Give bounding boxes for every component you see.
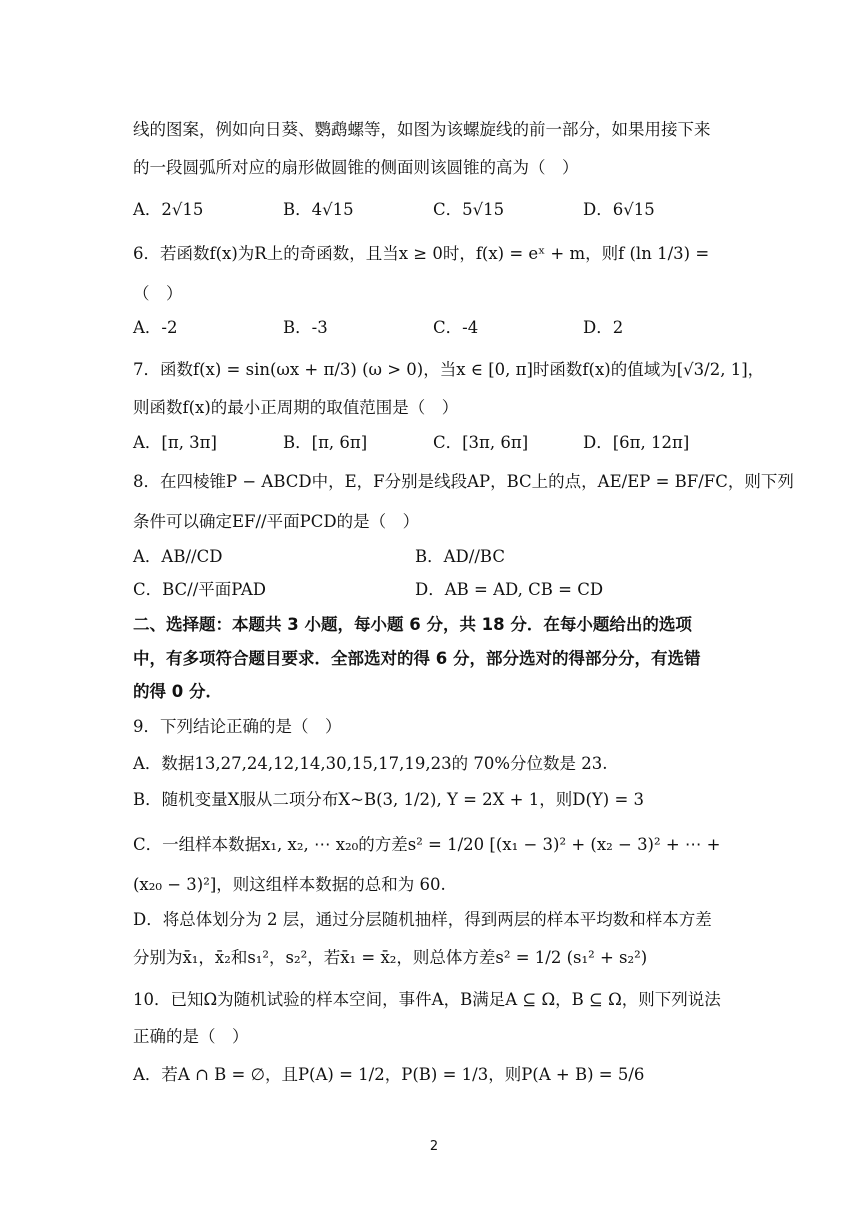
q7-stem-line-2: 则函数f(x)的最小正周期的取值范围是（ ） [133, 398, 459, 417]
q10-stem-line-1: 10．已知Ω为随机试验的样本空间，事件A，B满足A ⊆ Ω，B ⊆ Ω，则下列说法 [133, 990, 721, 1009]
q9-option-c-line-2: (x₂₀ − 3)²]，则这组样本数据的总和为 60. [133, 875, 446, 894]
q9-stem: 9．下列结论正确的是（ ） [133, 717, 342, 736]
q7-option-a: A．[π, 3π] [133, 433, 217, 452]
q8-option-a: A．AB//CD [133, 547, 223, 566]
q8-option-c: C．BC//平面PAD [133, 580, 267, 599]
q5-option-d: D．6√15 [583, 200, 655, 219]
q7-option-b: B．[π, 6π] [283, 433, 368, 452]
q9-option-a: A．数据13,27,24,12,14,30,15,17,19,23的 70%分位数是 23. [133, 754, 608, 773]
q7-stem-line-1: 7．函数f(x) = sin(ωx + π/3) (ω > 0)，当x ∈ [0, π]时函数f(x)的值域为[√3/2, 1]， [133, 360, 765, 379]
section-2-heading-line-2: 中，有多项符合题目要求．全部选对的得 6 分，部分选对的得部分分，有选错 [133, 649, 701, 668]
q8-options-row-2 [133, 578, 768, 602]
q7-option-d: D．[6π, 12π] [583, 433, 690, 452]
q6-option-b: B．-3 [283, 318, 328, 337]
q6-option-c: C．-4 [433, 318, 479, 337]
q6-option-d: D．2 [583, 318, 624, 337]
q6-options [133, 316, 768, 340]
q5-stem-line-1: 线的图案，例如向日葵、鹦鹉螺等，如图为该螺旋线的前一部分，如果用接下来 [133, 120, 711, 139]
q9-option-b: B．随机变量X服从二项分布X~B(3, 1/2), Y = 2X + 1，则D(Y) = 3 [133, 790, 645, 809]
q8-stem-line-1: 8．在四棱锥P − ABCD中，E，F分别是线段AP，BC上的点，AE/EP = BF/FC，则下列 [133, 472, 794, 491]
q10-option-a: A．若A ∩ B = ∅，且P(A) = 1/2，P(B) = 1/3，则P(A + B) = 5/6 [133, 1065, 645, 1084]
q10-stem-line-2: 正确的是（ ） [133, 1027, 249, 1046]
q5-option-b: B．4√15 [283, 200, 354, 219]
q8-option-d: D．AB = AD, CB = CD [415, 580, 604, 599]
page-number: 2 [429, 1139, 439, 1154]
q6-stem-line-2: （ ） [133, 284, 183, 303]
q9-option-d-line-2: 分别为x̄₁，x̄₂和s₁²，s₂²，若x̄₁ = x̄₂，则总体方差s² = 1/2 (s₁² + s₂²) [133, 948, 648, 967]
q7-options [133, 431, 768, 455]
q9-option-d-line-1: D．将总体划分为 2 层，通过分层随机抽样，得到两层的样本平均数和样本方差 [133, 910, 712, 929]
q5-options [133, 198, 768, 222]
q7-option-c: C．[3π, 6π] [433, 433, 529, 452]
q6-option-a: A．-2 [133, 318, 178, 337]
section-2-heading-line-3: 的得 0 分． [133, 682, 222, 701]
q5-option-a: A．2√15 [133, 200, 204, 219]
q8-options-row-1 [133, 545, 768, 569]
q9-option-c-line-1: C．一组样本数据x₁, x₂, ⋯ x₂₀的方差s² = 1/20 [(x₁ − 3)² + (x₂ − 3)² + ⋯ + [133, 835, 721, 854]
q8-stem-line-2: 条件可以确定EF//平面PCD的是（ ） [133, 512, 420, 531]
section-2-heading-line-1: 二、选择题：本题共 3 小题，每小题 6 分，共 18 分．在每小题给出的选项 [133, 615, 692, 634]
q5-option-c: C．5√15 [433, 200, 505, 219]
q8-option-b: B．AD//BC [415, 547, 505, 566]
q6-stem-line-1: 6．若函数f(x)为R上的奇函数，且当x ≥ 0时，f(x) = eˣ + m，则f (ln 1/3) = [133, 244, 710, 263]
q5-stem-line-2: 的一段圆弧所对应的扇形做圆锥的侧面则该圆锥的高为（ ） [133, 158, 579, 177]
